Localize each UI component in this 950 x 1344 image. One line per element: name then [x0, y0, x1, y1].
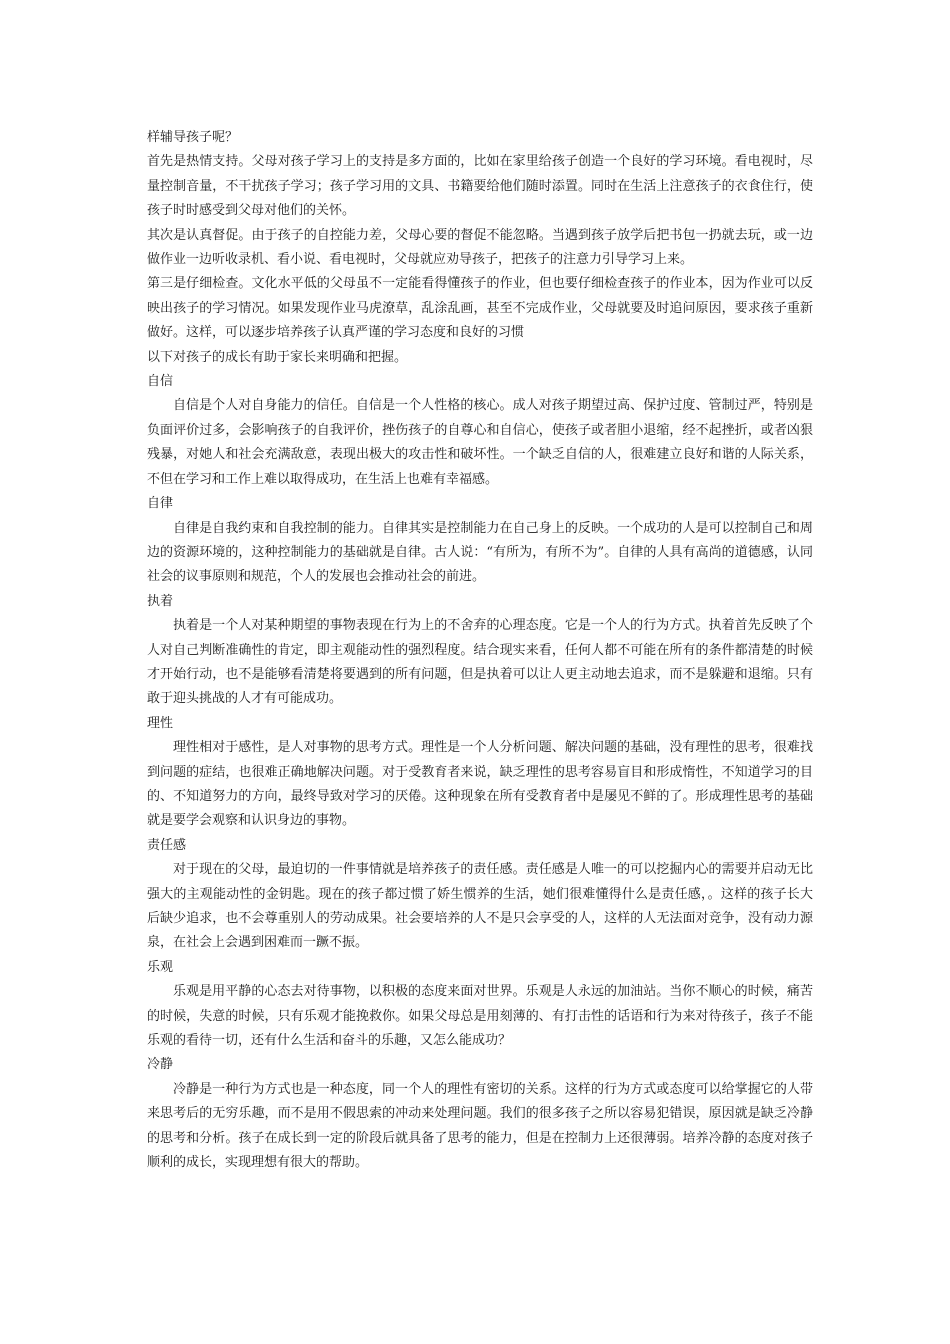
section-body: 自信是个人对自身能力的信任。自信是一个人性格的核心。成人对孩子期望过高、保护过度、管制过严，特别是负面评价过多，会影响孩子的自我评价，挫伤孩子的自尊心和自信心，使孩子或者胆小退缩，经不起挫折，或者凶狠残暴，对她人和社会充满敌意，表现出极大的攻击性和破坏性。一个缺乏自信的人，很难建立良好和谐的人际关系，不但在学习和工作上难以取得成功，在生活上也难有幸福感。	[147, 398, 813, 487]
section-persistence	[147, 590, 813, 712]
section-self-discipline	[147, 492, 813, 590]
question-tail: 样辅导孩子呢？	[147, 130, 239, 145]
section-body: 执着是一个人对某种期望的事物表现在行为上的不舍弃的心理态度。它是一个人的行为方式。执着首先反映了个人对自己判断准确性的肯定，即主观能动性的强烈程度。结合现实来看，任何人都不可能在所有的条件都清楚的时候才开始行动，也不是能够看清楚将要遇到的所有问题，但是执着可以让人更主动地去追求，而不是躲避和退缩。只有敢于迎头挑战的人才有可能成功。	[147, 618, 813, 707]
section-body: 乐观是用平静的心态去对待事物，以积极的态度来面对世界。乐观是人永远的加油站。当你不顺心的时候，痛苦的时候，失意的时候，只有乐观才能挽救你。如果父母总是用刻薄的、有打击性的话语和行为来对待孩子，孩子不能乐观的看待一切，还有什么生活和奋斗的乐趣，又怎么能成功？	[147, 984, 813, 1049]
lead-sentence: 以下对孩子的成长有助于家长来明确和把握。	[147, 349, 408, 365]
section-heading: 执着	[147, 593, 174, 609]
support-paragraph: 首先是热情支持。父母对孩子学习上的支持是多方面的，比如在家里给孩子创造一个良好的学习环境。看电视时，尽量控制音量，不干扰孩子学习；孩子学习用的文具、书籍要给他们随时添置。同时在生活上注意孩子的衣食住行，使孩子时时感受到父母对他们的关怀。	[147, 154, 813, 219]
check-paragraph: 第三是仔细检查。文化水平低的父母虽不一定能看得懂孩子的作业，但也要仔细检查孩子的作业本，因为作业可以反映出孩子的学习情况。如果发现作业马虎潦草，乱涂乱画，甚至不完成作业，父母就要及时追问原因，要求孩子重新做好。这样，可以逐步培养孩子认真严谨的学习态度和良好的习惯	[147, 276, 813, 341]
section-rationality	[147, 712, 813, 834]
section-body: 理性相对于感性，是人对事物的思考方式。理性是一个人分析问题、解决问题的基础，没有理性的思考，很难找到问题的症结，也很难正确地解决问题。对于受教育者来说，缺乏理性的思考容易盲目和形成惰性，不知道学习的目的、不知道努力的方向，最终导致对学习的厌倦。这种现象在所有受教育者中是屡见不鲜的了。形成理性思考的基础就是要学会观察和认识身边的事物。	[147, 740, 813, 829]
section-heading: 乐观	[147, 959, 174, 975]
section-heading: 自信	[147, 374, 174, 390]
section-body: 对于现在的父母，最迫切的一件事情就是培养孩子的责任感。责任感是人唯一的可以挖掘内心的需要并启动无比强大的主观能动性的金钥匙。现在的孩子都过惯了娇生惯养的生活，她们很难懂得什么是责任感，。这样的孩子长大后缺少追求，也不会尊重别人的劳动成果。社会要培养的人不是只会享受的人，这样的人无法面对竞争，没有动力源泉，在社会上会遇到困难而一蹶不振。	[147, 862, 813, 951]
section-heading: 冷静	[147, 1057, 174, 1073]
section-heading: 理性	[147, 715, 174, 731]
section-optimism	[147, 956, 813, 1054]
section-responsibility	[147, 834, 813, 956]
document-page	[147, 126, 813, 1175]
section-heading: 自律	[147, 496, 174, 512]
section-body: 冷静是一种行为方式也是一种态度，同一个人的理性有密切的关系。这样的行为方式或态度可以给掌握它的人带来思考后的无穷乐趣，而不是用不假思索的冲动来处理问题。我们的很多孩子之所以容易犯错误，原因就是缺乏冷静的思考和分析。孩子在成长到一定的阶段后就具备了思考的能力，但是在控制力上还很薄弱。培养冷静的态度对孩子顺利的成长，实现理想有很大的帮助。	[147, 1081, 813, 1171]
section-heading: 责任感	[147, 837, 187, 853]
section-confidence	[147, 370, 813, 492]
section-body: 自律是自我约束和自我控制的能力。自律其实是控制能力在自己身上的反映。一个成功的人是可以控制自己和周边的资源环境的，这种控制能力的基础就是自律。古人说：“有所为，有所不为”。自律的人具有高尚的道德感，认同社会的议事原则和规范，个人的发展也会推动社会的前进。	[147, 520, 813, 585]
supervise-paragraph: 其次是认真督促。由于孩子的自控能力差，父母心要的督促不能忽略。当遇到孩子放学后把书包一扔就去玩，或一边做作业一边听收录机、看小说、看电视时，父母就应劝导孩子，把孩子的注意力引导学习上来。	[147, 227, 813, 268]
section-calmness	[147, 1053, 813, 1175]
